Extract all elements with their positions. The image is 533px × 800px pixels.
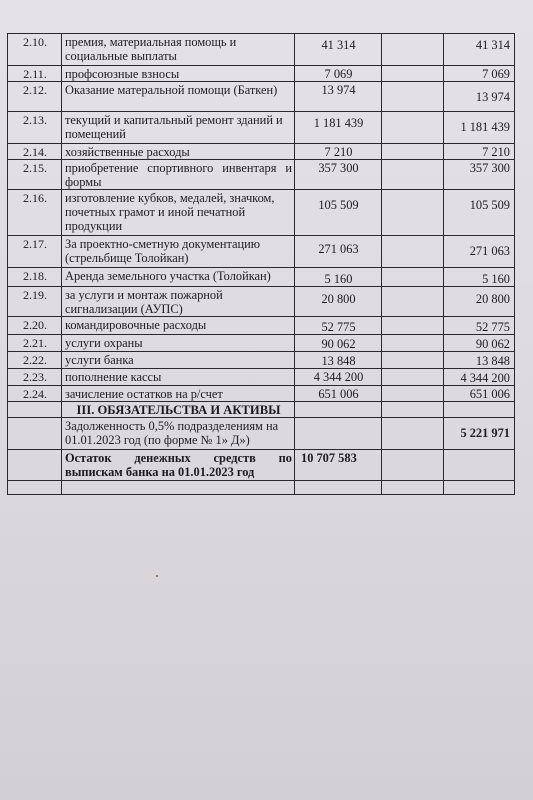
row-empty-cell <box>295 418 382 450</box>
row-empty-cell <box>382 369 444 386</box>
row-amount: 105 509 <box>295 190 382 236</box>
row-empty-cell <box>382 66 444 82</box>
row-total: 105 509 <box>444 190 515 236</box>
paper-speck <box>156 575 158 577</box>
row-description: приобретение спортивного инвентаря и формы <box>62 160 295 190</box>
table-row <box>8 190 515 236</box>
balance-row <box>8 450 515 481</box>
row-amount: 13 848 <box>295 352 382 369</box>
row-empty-cell <box>382 236 444 268</box>
row-empty-cell <box>382 386 444 402</box>
table-row <box>8 112 515 144</box>
row-empty-cell <box>8 402 62 418</box>
row-total: 13 848 <box>444 352 515 369</box>
table-row <box>8 335 515 352</box>
row-empty-cell <box>382 352 444 369</box>
table-row <box>8 236 515 268</box>
row-empty-cell <box>382 268 444 287</box>
row-amount: 5 160 <box>295 268 382 287</box>
row-amount: 41 314 <box>295 34 382 66</box>
row-number: 2.17. <box>8 236 62 268</box>
table-row <box>8 160 515 190</box>
section-header-row <box>8 402 515 418</box>
row-amount: 20 800 <box>295 287 382 317</box>
row-number: 2.19. <box>8 287 62 317</box>
row-empty-cell <box>382 160 444 190</box>
row-empty-cell <box>295 481 382 495</box>
row-description: командировочные расходы <box>62 317 295 335</box>
row-number: 2.20. <box>8 317 62 335</box>
row-empty-cell <box>382 418 444 450</box>
row-amount: 90 062 <box>295 335 382 352</box>
row-amount: 7 069 <box>295 66 382 82</box>
row-total: 13 974 <box>444 82 515 112</box>
row-empty-cell <box>62 481 295 495</box>
row-description: услуги банка <box>62 352 295 369</box>
row-description: пополнение кассы <box>62 369 295 386</box>
row-total: 7 210 <box>444 144 515 160</box>
row-empty-cell <box>382 450 444 481</box>
row-total: 52 775 <box>444 317 515 335</box>
row-number: 2.22. <box>8 352 62 369</box>
row-amount: 651 006 <box>295 386 382 402</box>
row-number: 2.10. <box>8 34 62 66</box>
table-row <box>8 352 515 369</box>
table-row <box>8 66 515 82</box>
row-description: Аренда земельного участка (Толойкан) <box>62 268 295 287</box>
balance-amount: 10 707 583 <box>295 450 382 481</box>
row-number: 2.21. <box>8 335 62 352</box>
section-title: III. ОБЯЗАТЕЛЬСТВА И АКТИВЫ <box>62 402 295 418</box>
row-description: текущий и капитальный ремонт зданий и помещений <box>62 112 295 144</box>
row-empty-cell <box>382 402 444 418</box>
row-number: 2.11. <box>8 66 62 82</box>
table-row <box>8 34 515 66</box>
row-number: 2.13. <box>8 112 62 144</box>
row-total: 271 063 <box>444 236 515 268</box>
row-description: хозяйственные расходы <box>62 144 295 160</box>
table-row <box>8 268 515 287</box>
row-number: 2.18. <box>8 268 62 287</box>
row-total: 1 181 439 <box>444 112 515 144</box>
row-total: 651 006 <box>444 386 515 402</box>
row-number: 2.15. <box>8 160 62 190</box>
expense-table <box>7 33 515 495</box>
row-number: 2.14. <box>8 144 62 160</box>
row-empty-cell <box>8 450 62 481</box>
table-row <box>8 82 515 112</box>
row-amount: 271 063 <box>295 236 382 268</box>
row-empty-cell <box>444 450 515 481</box>
table-row <box>8 144 515 160</box>
table-row <box>8 287 515 317</box>
balance-description: Остаток денежных средств по выпискам банка на 01.01.2023 год <box>62 450 295 481</box>
row-total: 20 800 <box>444 287 515 317</box>
row-empty-cell <box>444 481 515 495</box>
row-empty-cell <box>295 402 382 418</box>
row-empty-cell <box>382 481 444 495</box>
row-amount: 4 344 200 <box>295 369 382 386</box>
row-description: За проектно-сметную документацию (стрельбище Толойкан) <box>62 236 295 268</box>
row-number: 2.12. <box>8 82 62 112</box>
debt-row <box>8 418 515 450</box>
row-total: 357 300 <box>444 160 515 190</box>
row-description: профсоюзные взносы <box>62 66 295 82</box>
row-empty-cell <box>8 418 62 450</box>
row-empty-cell <box>382 34 444 66</box>
row-empty-cell <box>382 287 444 317</box>
row-number: 2.24. <box>8 386 62 402</box>
row-amount: 7 210 <box>295 144 382 160</box>
row-description: Оказание матеральной помощи (Баткен) <box>62 82 295 112</box>
table-row <box>8 317 515 335</box>
row-empty-cell <box>382 335 444 352</box>
row-total: 4 344 200 <box>444 369 515 386</box>
row-empty-cell <box>382 82 444 112</box>
row-number: 2.23. <box>8 369 62 386</box>
row-empty-cell <box>382 317 444 335</box>
row-amount: 357 300 <box>295 160 382 190</box>
row-empty-cell <box>382 144 444 160</box>
row-empty-cell <box>382 190 444 236</box>
row-amount: 52 775 <box>295 317 382 335</box>
row-description: за услуги и монтаж пожарной сигнализации (АУПС) <box>62 287 295 317</box>
row-total: 41 314 <box>444 34 515 66</box>
row-description: премия, материальная помощь и социальные выплаты <box>62 34 295 66</box>
row-empty-cell <box>8 481 62 495</box>
table-row <box>8 386 515 402</box>
row-description: изготовление кубков, медалей, значком, почетных грамот и иной печатной продукции <box>62 190 295 236</box>
debt-description: Задолженность 0,5% подразделениям на 01.01.2023 год (по форме № 1» Д») <box>62 418 295 450</box>
row-total: 5 160 <box>444 268 515 287</box>
row-description: услуги охраны <box>62 335 295 352</box>
row-amount: 1 181 439 <box>295 112 382 144</box>
debt-total: 5 221 971 <box>444 418 515 450</box>
row-empty-cell <box>382 112 444 144</box>
row-amount: 13 974 <box>295 82 382 112</box>
row-total: 7 069 <box>444 66 515 82</box>
row-number: 2.16. <box>8 190 62 236</box>
row-empty-cell <box>444 402 515 418</box>
row-description: зачисление остатков на р/счет <box>62 386 295 402</box>
row-total: 90 062 <box>444 335 515 352</box>
empty-row <box>8 481 515 495</box>
table-row <box>8 369 515 386</box>
